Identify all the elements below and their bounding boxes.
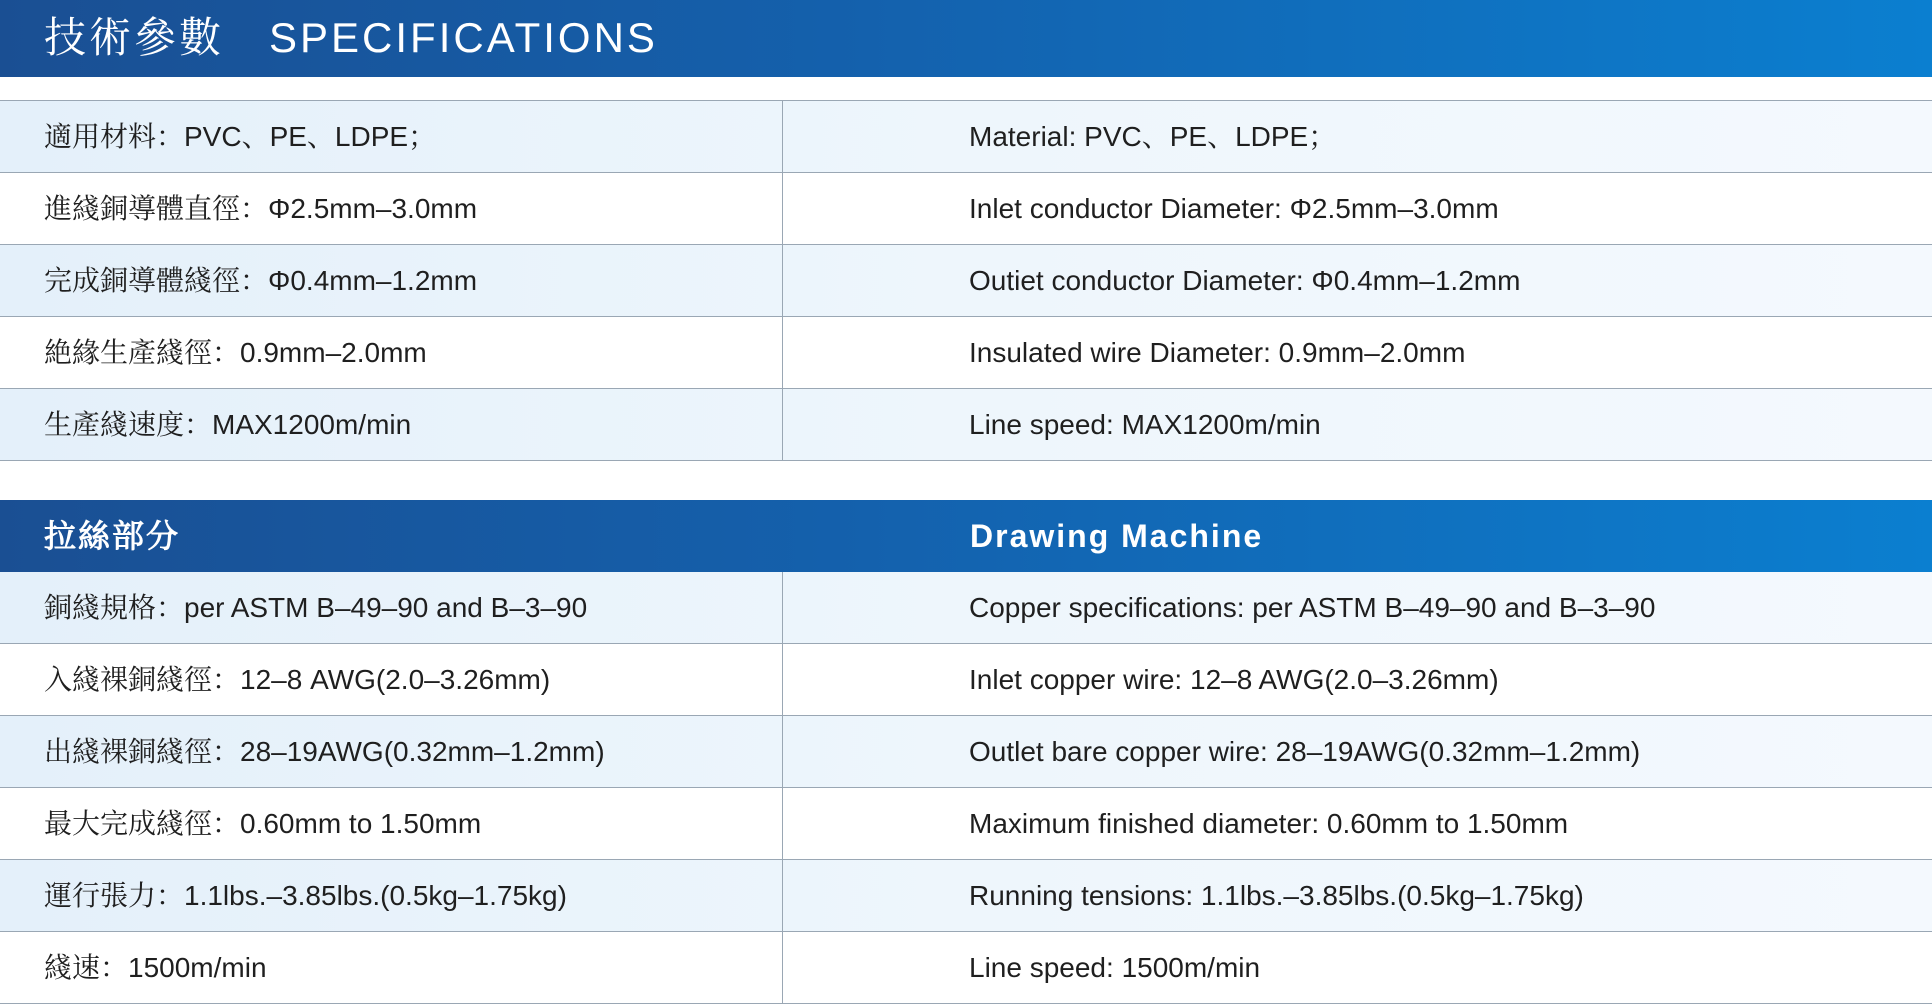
drawing-section-title-en: Drawing Machine xyxy=(970,518,1264,554)
drawing-machine-table xyxy=(0,572,1932,1004)
table-row xyxy=(0,788,1932,860)
specifications-header-banner xyxy=(0,0,1932,77)
drawing-cell-cn: 入綫裸銅綫徑：12–8 AWG(2.0–3.26mm) xyxy=(0,644,783,715)
spec-cell-en: Line speed: MAX1200m/min xyxy=(969,409,1321,440)
spec-cell-cn: 完成銅導體綫徑：Φ0.4mm–1.2mm xyxy=(0,245,783,316)
drawing-cell-cn: 銅綫規格：per ASTM B–49–90 and B–3–90 xyxy=(0,572,783,643)
drawing-cell-cn: 綫速：1500m/min xyxy=(0,932,783,1003)
table-row xyxy=(0,572,1932,644)
spec-cell-cn: 生產綫速度：MAX1200m/min xyxy=(0,389,783,460)
drawing-cell-en: Maximum finished diameter: 0.60mm to 1.50mm xyxy=(969,808,1569,839)
drawing-cell-en: Line speed: 1500m/min xyxy=(969,952,1261,983)
drawing-cell-en: Outlet bare copper wire: 28–19AWG(0.32mm–1.2mm) xyxy=(969,736,1641,767)
table-row xyxy=(0,716,1932,788)
table-row xyxy=(0,317,1932,389)
spec-cell-en: Inlet conductor Diameter: Φ2.5mm–3.0mm xyxy=(969,193,1499,224)
table-row xyxy=(0,644,1932,716)
drawing-cell-cn: 最大完成綫徑：0.60mm to 1.50mm xyxy=(0,788,783,859)
spec-cell-cn: 適用材料：PVC、PE、LDPE； xyxy=(0,101,783,172)
drawing-machine-header-banner xyxy=(0,500,1932,572)
table-row xyxy=(0,101,1932,173)
table-row xyxy=(0,245,1932,317)
table-row xyxy=(0,389,1932,461)
spec-cell-en: Material: PVC、PE、LDPE； xyxy=(969,121,1337,152)
spec-cell-en: Insulated wire Diameter: 0.9mm–2.0mm xyxy=(969,337,1466,368)
drawing-cell-cn: 運行張力：1.1lbs.–3.85lbs.(0.5kg–1.75kg) xyxy=(0,860,783,931)
table-row xyxy=(0,173,1932,245)
drawing-cell-en: Copper specifications: per ASTM B–49–90 and B–3–90 xyxy=(969,592,1656,623)
spec-cell-cn: 進綫銅導體直徑：Φ2.5mm–3.0mm xyxy=(0,173,783,244)
table-row xyxy=(0,932,1932,1004)
specifications-table xyxy=(0,100,1932,461)
specifications-title: 技術參數 SPECIFICATIONS xyxy=(44,14,658,61)
drawing-cell-cn: 出綫裸銅綫徑：28–19AWG(0.32mm–1.2mm) xyxy=(0,716,783,787)
drawing-cell-en: Running tensions: 1.1lbs.–3.85lbs.(0.5kg–1.75kg) xyxy=(969,880,1584,911)
drawing-cell-en: Inlet copper wire: 12–8 AWG(2.0–3.26mm) xyxy=(969,664,1499,695)
spec-cell-en: Outiet conductor Diameter: Φ0.4mm–1.2mm xyxy=(969,265,1521,296)
table-row xyxy=(0,860,1932,932)
drawing-section-title-cn: 拉絲部分 xyxy=(44,518,181,554)
spec-cell-cn: 絶緣生產綫徑：0.9mm–2.0mm xyxy=(0,317,783,388)
